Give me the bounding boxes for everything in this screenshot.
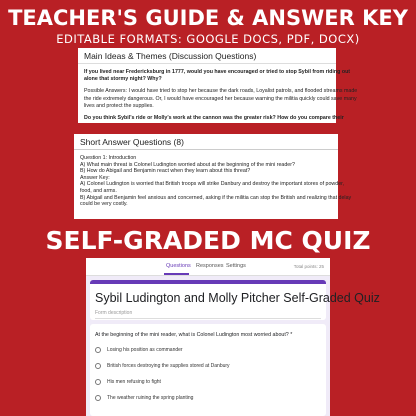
- answer-option[interactable]: [95, 362, 230, 370]
- short-answer-line: A) Colonel Ludington is worried that British troops will strike Danbury and destroy the important stores of powder,: [80, 181, 345, 188]
- discussion-card-title: Main Ideas & Themes (Discussion Questions): [78, 48, 336, 64]
- short-answer-line: B) Abigail and Benjamin feel anxious and concerned, asking if the militia can stop the British and realizing that delay: [80, 194, 352, 201]
- discussion-answer-line-2: the ride extremely dangerous. Or, I would have encouraged her because warning the militia quickly could save many: [84, 95, 357, 102]
- option-label: The weather ruining the spring planting: [107, 395, 194, 401]
- radio-button[interactable]: [95, 379, 101, 385]
- short-answer-line: Answer Key:: [80, 174, 110, 181]
- total-points-label: Total points: 25: [293, 264, 324, 269]
- short-answer-card: [74, 134, 352, 219]
- quiz-heading: SELF-GRADED MC QUIZ: [45, 226, 371, 255]
- form-tab-bar: [86, 258, 330, 276]
- form-title-card[interactable]: [90, 280, 380, 320]
- page-heading: TEACHER'S GUIDE & ANSWER KEY: [8, 6, 408, 30]
- short-answer-line: B) How do Abigail and Benjamin react when they learn about this threat?: [80, 168, 251, 175]
- google-form-screenshot: [86, 258, 380, 416]
- form-title[interactable]: Sybil Ludington and Molly Pitcher Self-Graded Quiz: [95, 291, 380, 305]
- option-label: Losing his position as commander: [107, 347, 183, 353]
- question-card[interactable]: [90, 324, 326, 416]
- active-tab-indicator: [164, 273, 189, 275]
- discussion-answer-line-1: Possible Answers: I would have tried to stop her because the dark roads, Loyalist patrols, and flooded streams made: [84, 88, 358, 95]
- option-label: His men refusing to fight: [107, 379, 161, 385]
- tab-responses[interactable]: Responses: [196, 263, 224, 269]
- page-subheading: EDITABLE FORMATS: GOOGLE DOCS, PDF, DOCX): [56, 32, 360, 46]
- tab-questions[interactable]: Questions: [166, 263, 191, 269]
- answer-option[interactable]: [95, 346, 183, 354]
- radio-button[interactable]: [95, 347, 101, 353]
- short-answer-line: could be very costly.: [80, 201, 128, 208]
- answer-option[interactable]: [95, 394, 193, 402]
- form-description-field[interactable]: Form description: [95, 310, 321, 319]
- radio-button[interactable]: [95, 363, 101, 369]
- short-answer-card-title: Short Answer Questions (8): [74, 134, 338, 150]
- radio-button[interactable]: [95, 395, 101, 401]
- short-answer-line: food, and arms.: [80, 187, 117, 194]
- tab-settings[interactable]: Settings: [226, 263, 246, 269]
- answer-option[interactable]: [95, 378, 161, 386]
- option-label: British forces destroying the supplies stored at Danbury: [107, 363, 230, 369]
- discussion-question-2: Do you think Sybil's ride or Molly's work at the cannon was the greater risk? How do you compare their: [84, 115, 344, 122]
- short-answer-line: A) What main threat is Colonel Ludington worried about at the beginning of the mini reader?: [80, 161, 295, 168]
- question-text: At the beginning of the mini reader, what is Colonel Ludington most worried about? *: [95, 332, 293, 338]
- discussion-questions-card: [78, 48, 358, 123]
- short-answer-line: Question 1: Introduction: [80, 155, 137, 161]
- discussion-question-1a: If you lived near Fredericksburg in 1777, would you have encouraged or tried to stop Sybil from riding out: [84, 69, 351, 75]
- discussion-answer-line-3: lives and protect the supplies.: [84, 102, 154, 109]
- discussion-question-1b: alone that stormy night? Why?: [84, 76, 162, 83]
